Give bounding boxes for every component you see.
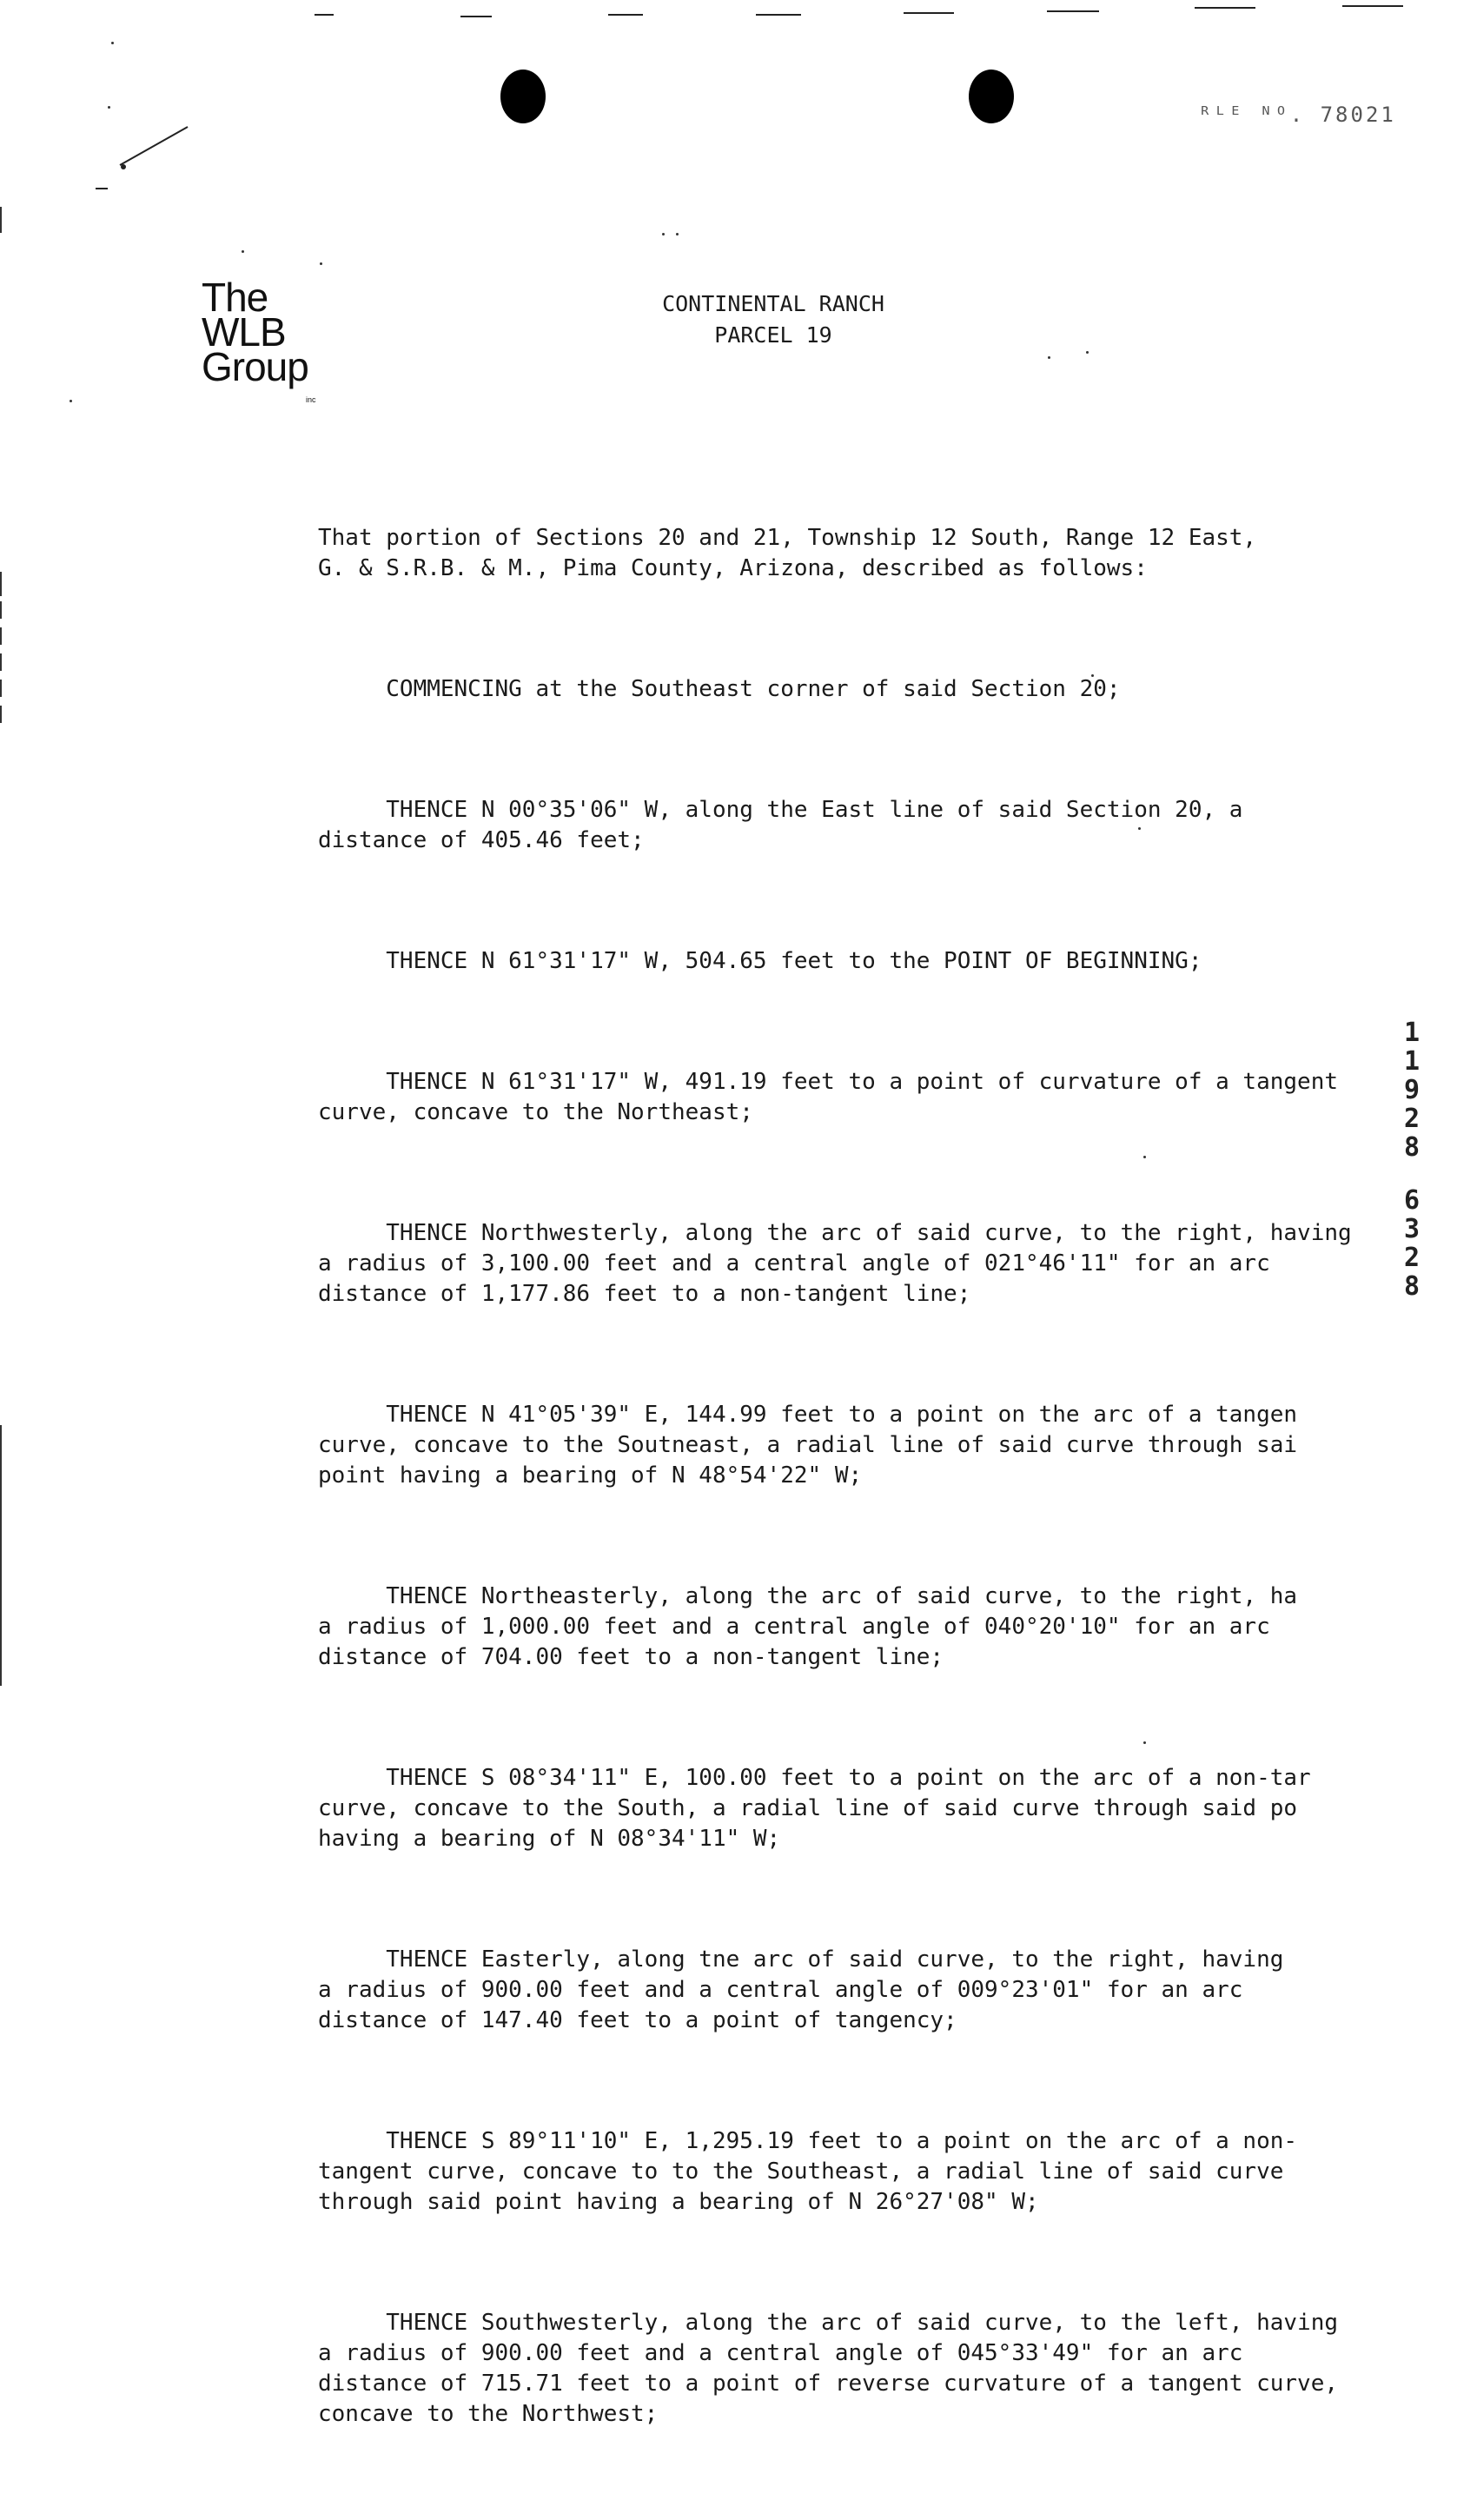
scan-edge-mark [0,601,2,619]
wlb-group-logo [202,275,316,404]
scan-speck [662,233,665,235]
scan-mark [315,14,334,16]
scan-speck [70,400,72,402]
scan-mark [756,14,801,16]
paragraph-course: THENCE Easterly, along tne arc of said curve, to the right, having a radius of 900.00 feet and a central angle of 009°23'01" for an arc distance of 147.40 feet to a point of tangency; [318,1946,1284,2033]
document-title: CONTINENTAL RANCH [662,291,884,316]
scan-edge-mark [0,627,2,645]
logo-inc: inc [306,395,316,404]
scan-speck [242,250,244,253]
paragraph-intro: That portion of Sections 20 and 21, Township 12 South, Range 12 East, G. & S.R.B. & M., Pima County, Arizona, described as follows: [318,525,1257,581]
recording-number [1399,1018,1425,1301]
paragraph-course: THENCE S 08°34'11" E, 100.00 feet to a point on the arc of a non-tar curve, concave to the South, a radial line of said curve through said po having a bearing of N 08°34'11" W; [318,1765,1311,1852]
scan-speck [1086,351,1089,354]
scan-stroke [118,122,196,174]
scan-edge-mark [0,653,2,671]
paragraph-course: THENCE N 61°31'17" W, 491.19 feet to a point of curvature of a tangent curve, concave to the Northeast; [318,1069,1338,1125]
recording-digit: 1 [1403,1046,1421,1077]
logo-line-wlb: WLB [202,309,286,355]
paragraph-course: THENCE N 00°35'06" W, along the East line of said Section 20, a distance of 405.46 feet; [318,797,1243,853]
recording-digit: 6 [1403,1185,1421,1216]
scan-mark [1047,10,1099,12]
recording-digit: 8 [1403,1271,1421,1302]
scan-speck [1048,356,1050,359]
paragraph-course: THENCE Northeasterly, along the arc of said curve, to the right, ha a radius of 1,000.00 feet and a central angle of 040°20'10" for an arc distance of 704.00 feet to a non-tangent line; [318,1583,1298,1670]
scan-edge-mark [0,572,2,596]
paragraph-course: THENCE Northwesterly, along the arc of said curve, to the right, having a radius of 3,100.00 feet and a central angle of 021°46'11" for an arc distance of 1,177.86 feet to a non-tangent line; [318,1220,1352,1307]
scan-speck [111,42,114,44]
legal-description [318,462,1447,2520]
document-subtitle: PARCEL 19 [714,322,832,348]
scan-mark [608,14,643,16]
document-header [608,288,938,351]
scan-speck [676,233,679,235]
paragraph-commencing: COMMENCING at the Southeast corner of said Section 20; [318,676,1121,702]
recording-digit: 2 [1403,1243,1421,1273]
punch-hole [969,70,1014,123]
recording-digit: 3 [1403,1214,1421,1244]
scan-edge-mark [0,680,2,697]
recording-digit: 9 [1403,1075,1421,1105]
scan-edge-mark [0,706,2,723]
recording-gap [1399,1162,1425,1186]
scan-mark [96,188,108,189]
recording-digit: 2 [1403,1104,1421,1134]
paragraph-course: THENCE Southwesterly, along the arc of said curve, to the left, having a radius of 900.00 feet and a central angle of 045°33'49" for an arc distance of 715.71 feet to a point of reverse curvature of a tangent curve, concave to the Northwest; [318,2310,1338,2427]
scan-mark [1342,5,1403,7]
scan-edge-mark [0,1425,2,1686]
scan-mark [460,16,492,17]
paragraph-course: THENCE S 89°11'10" E, 1,295.19 feet to a point on the arc of a non- tangent curve, concave to to the Southeast, a radial line of said curve through said point having a bearing of N 26°27'08" W; [318,2128,1298,2215]
paragraph-course: THENCE N 61°31'17" W, 504.65 feet to the POINT OF BEGINNING; [318,948,1202,974]
file-number-stamp: ᴿᴸᴱ ᴺᴼ. 78021 [1199,103,1396,127]
scan-edge-mark [0,207,2,233]
recording-digit: 1 [1403,1018,1421,1048]
punch-hole [500,70,546,123]
logo-line-the: The [202,275,268,320]
paragraph-course: THENCE N 41°05'39" E, 144.99 feet to a point on the arc of a tangen curve, concave to the Soutneast, a radial line of said curve through sai point having a bearing of N 48°54'22" W; [318,1402,1298,1489]
scan-speck [108,106,110,109]
scan-speck [320,262,322,265]
logo-line-group: Group [202,344,308,389]
recording-digit: 8 [1403,1132,1421,1163]
scan-mark [1195,7,1255,9]
scan-mark [904,12,954,14]
